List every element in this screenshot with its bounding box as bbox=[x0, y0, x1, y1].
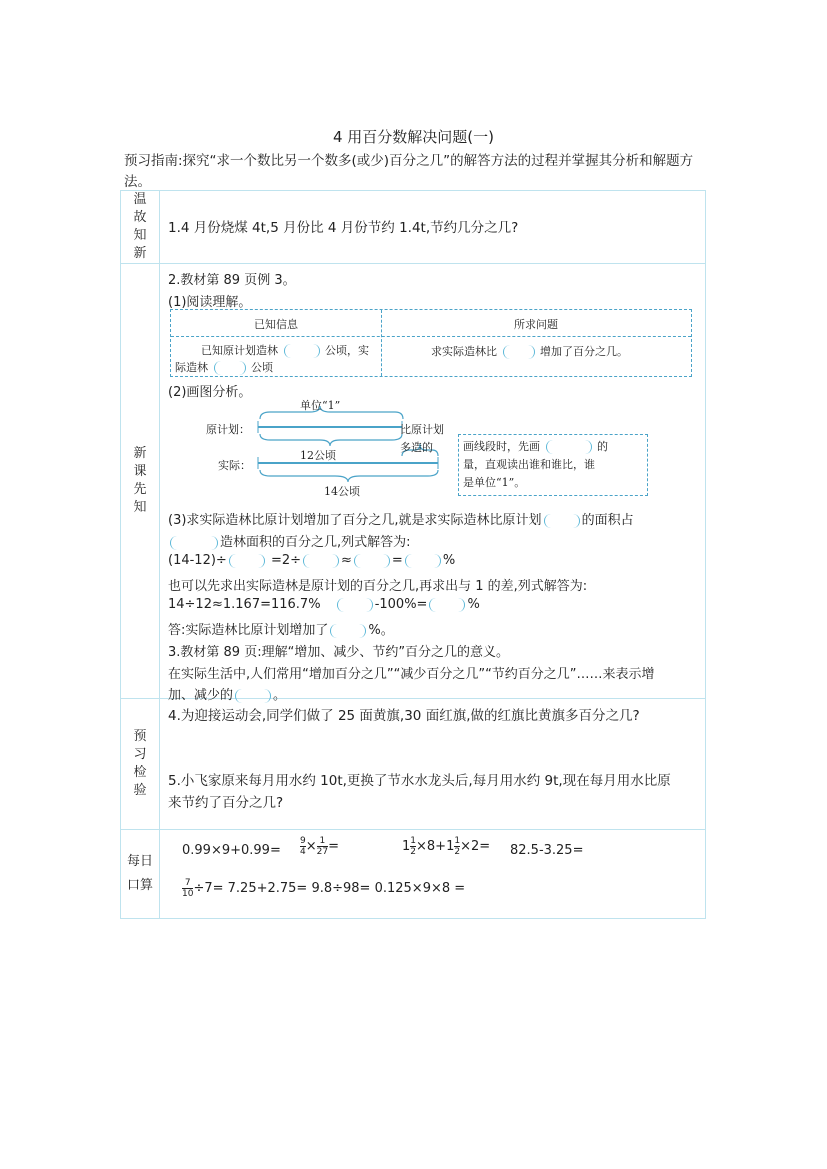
question-5-line1: 5.小飞家原来每月用水约 10t,更换了节水水龙头后,每月用水约 9t,现在每月用水比原 bbox=[168, 773, 671, 789]
blank-tip[interactable] bbox=[546, 440, 592, 454]
question-1: 1.4 月份烧煤 4t,5 月份比 4 月份节约 1.4t,节约几分之几? bbox=[168, 220, 519, 236]
blank-f1-4[interactable] bbox=[405, 554, 441, 568]
tip-box: 画线段时，先画 的 量，直观读出谁和谁比，谁 是单位“1”。 bbox=[458, 434, 648, 496]
step-3-line1: (3)求实际造林比原计划增加了百分之几,就是求实际造林比原计划 的面积占 bbox=[168, 513, 634, 528]
preview-guide: 预习指南:探究“求一个数比另一个数多(或少)百分之几”的解答方法的过程并掌握其分析和解题方法。 bbox=[124, 153, 694, 190]
calc-1: 0.99×9+0.99= bbox=[182, 843, 281, 858]
blank-answer[interactable] bbox=[330, 624, 366, 638]
calc-2: $\frac{9}{4}$ × $\frac{1}{27}$ = bbox=[300, 836, 339, 857]
blank-f2-2[interactable] bbox=[429, 598, 465, 612]
section-label-review: 温故知新 bbox=[121, 191, 160, 264]
unit-one-label: 单位“1” bbox=[300, 399, 341, 412]
question-3-line3: 加、减少的 。 bbox=[168, 688, 287, 703]
calc-row-2: $\frac{7}{10}$ ÷7= 7.25+2.75= 9.8÷98= 0.125×9×8 = bbox=[182, 878, 466, 899]
calc-3: 1 $\frac{1}{2}$ ×8+1 $\frac{1}{2}$ ×2= bbox=[402, 836, 491, 857]
calc-4: 82.5-3.25= bbox=[510, 843, 584, 858]
step-3-line2: 造林面积的百分之几,列式解答为: bbox=[168, 531, 411, 550]
blank-s3-1[interactable] bbox=[544, 514, 580, 528]
question-header: 所求问题 bbox=[514, 318, 558, 331]
read-heading: (1)阅读理解。 bbox=[168, 295, 252, 310]
question-3: 3.教材第 89 页:理解“增加、减少、节约”百分之几的意义。 bbox=[168, 645, 510, 660]
plan-value: 12公顷 bbox=[300, 449, 336, 462]
known-info-line1: 已知原计划造林 公顷，实 bbox=[201, 344, 369, 357]
more-label-2: 多造的 bbox=[400, 441, 433, 454]
page-title: 4 用百分数解决问题(一) bbox=[332, 128, 495, 146]
question-line: 求实际造林比 增加了百分之几。 bbox=[431, 345, 628, 358]
formula-2: 14÷12≈1.167=116.7% -100%= % bbox=[168, 597, 480, 612]
blank-s3-2[interactable] bbox=[170, 536, 218, 550]
question-4: 4.为迎接运动会,同学们做了 25 面黄旗,30 面红旗,做的红旗比黄旗多百分之几? bbox=[168, 708, 640, 724]
plan-label: 原计划： bbox=[206, 423, 250, 436]
section-label-daily: 每日 口算 bbox=[121, 830, 160, 919]
blank-f1-2[interactable] bbox=[303, 554, 339, 568]
blank-f1-3[interactable] bbox=[354, 554, 390, 568]
actual-label: 实际： bbox=[218, 459, 251, 472]
formula-1: (14-12)÷ =2÷ ≈ = % bbox=[168, 553, 456, 568]
blank-actual-area[interactable] bbox=[214, 361, 246, 375]
section-label-check: 预习检验 bbox=[121, 699, 160, 830]
known-info-line2: 际造林 公顷 bbox=[175, 361, 273, 374]
worksheet-table bbox=[120, 190, 706, 919]
draw-heading: (2)画图分析。 bbox=[168, 385, 252, 400]
question-2: 2.教材第 89 页例 3。 bbox=[168, 273, 296, 288]
blank-f2-1[interactable] bbox=[337, 598, 373, 612]
blank-f1-1[interactable] bbox=[229, 554, 265, 568]
answer-line: 答:实际造林比原计划增加了 %。 bbox=[168, 623, 394, 638]
blank-plan-area[interactable] bbox=[284, 344, 320, 358]
more-label-1: 比原计划 bbox=[400, 423, 444, 436]
question-3-line2: 在实际生活中,人们常用“增加百分之几”“减少百分之几”“节约百分之几”……来表示增 bbox=[168, 667, 655, 682]
info-table bbox=[170, 309, 692, 377]
section-label-new: 新课先知 bbox=[121, 264, 160, 699]
question-5-line2: 来节约了百分之几? bbox=[168, 795, 284, 811]
step-3-line3: 也可以先求出实际造林是原计划的百分之几,再求出与 1 的差,列式解答为: bbox=[168, 579, 588, 594]
known-info-header: 已知信息 bbox=[254, 318, 298, 331]
blank-compare[interactable] bbox=[503, 345, 535, 359]
actual-value: 14公顷 bbox=[324, 485, 360, 498]
